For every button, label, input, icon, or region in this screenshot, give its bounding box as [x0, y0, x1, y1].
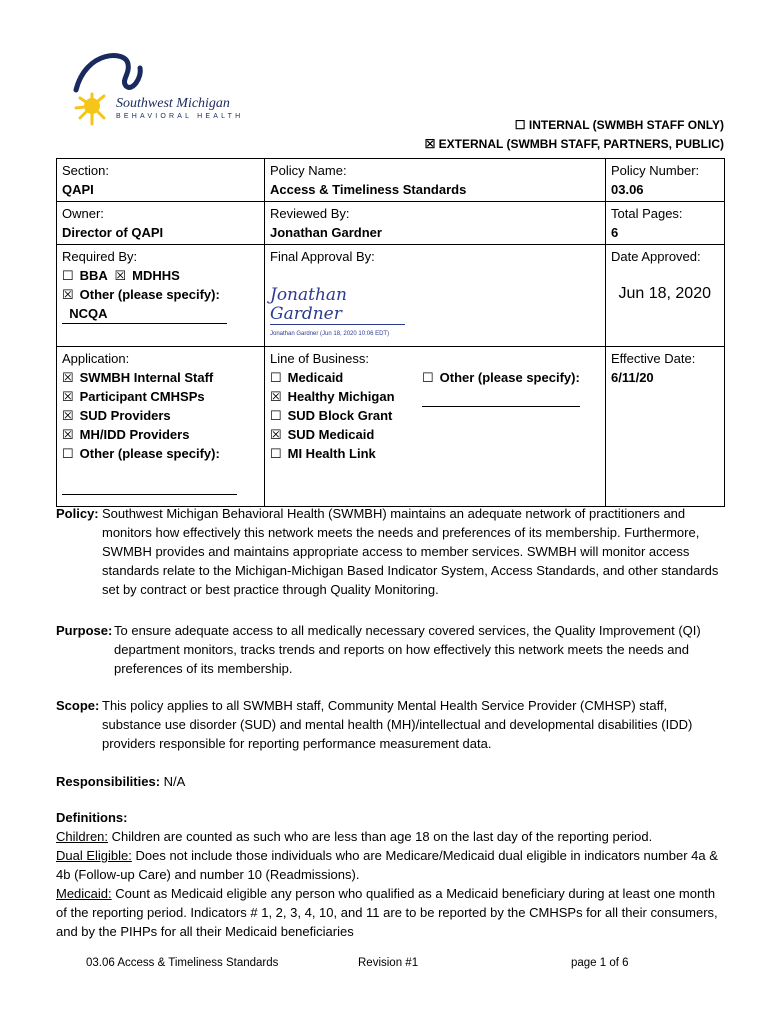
lob-item-label: MI Health Link: [287, 446, 376, 461]
policy-number-cell: [606, 159, 725, 202]
req-bba-label: BBA: [79, 268, 108, 283]
app-item: [62, 368, 259, 387]
required-cell: [57, 245, 265, 347]
medicaid-term: Medicaid:: [56, 886, 112, 901]
checkbox-checked-icon[interactable]: ☒: [62, 370, 74, 385]
policy-number-label: Policy Number:: [611, 163, 700, 178]
date-approved-label: Date Approved:: [611, 249, 701, 264]
checkbox-unchecked-icon[interactable]: ☐: [270, 408, 282, 423]
definitions-heading: Definitions:: [56, 810, 128, 825]
responsibilities-section: [56, 772, 726, 791]
app-item: [62, 444, 259, 463]
lob-item-label: SUD Block Grant: [287, 408, 393, 423]
distribution-external: ☒ EXTERNAL (SWMBH STAFF, PARTNERS, PUBLIC): [424, 137, 724, 151]
app-item: [62, 406, 259, 425]
app-item-label: Other (please specify):: [79, 446, 220, 461]
logo-subtitle: BEHAVIORAL HEALTH: [116, 113, 244, 120]
lob-other: [422, 368, 580, 387]
dual-text: Does not include those individuals who are Medicare/Medicaid dual eligible in indicators number 4a & 4b (Follow-up Care) and number 10 (Readmissions).: [56, 848, 718, 882]
app-item-label: SUD Providers: [79, 408, 171, 423]
dual-term: Dual Eligible:: [56, 848, 132, 863]
lob-item: [270, 425, 422, 444]
definition-medicaid: [56, 884, 726, 941]
policy-number-value: 03.06: [611, 182, 644, 197]
app-item-label: Participant CMHSPs: [79, 389, 205, 404]
scope-heading: Scope:: [56, 698, 100, 713]
checkbox-checked-icon[interactable]: ☒: [114, 268, 127, 283]
signature[interactable]: Jonathan Gardner: [270, 286, 405, 325]
children-term: Children:: [56, 829, 109, 844]
date-approved-cell: [606, 245, 725, 347]
effective-value: 6/11/20: [611, 370, 654, 385]
lob-item: [270, 406, 422, 425]
pages-label: Total Pages:: [611, 206, 683, 221]
lob-item-label: Medicaid: [287, 370, 344, 385]
section-cell: [57, 159, 265, 202]
checkbox-unchecked-icon[interactable]: ☐: [422, 370, 434, 385]
checkbox-checked-icon[interactable]: ☒: [270, 389, 282, 404]
required-other: [62, 285, 259, 304]
app-other-line: [62, 463, 259, 495]
logo-name: Southwest Michigan: [116, 96, 230, 111]
policy-name-value: Access & Timeliness Standards: [270, 182, 467, 197]
line-label: Line of Business:: [270, 351, 370, 366]
reviewed-value: Jonathan Gardner: [270, 225, 382, 240]
effective-cell: [606, 347, 725, 507]
reviewed-cell: [265, 202, 606, 245]
distribution-internal: ☐ INTERNAL (SWMBH STAFF ONLY): [514, 118, 724, 132]
required-label: Required By:: [62, 249, 138, 264]
app-item-label: SWMBH Internal Staff: [79, 370, 214, 385]
req-other-label: Other (please specify):: [79, 287, 220, 302]
checkbox-checked-icon[interactable]: ☒: [62, 408, 74, 423]
checkbox-unchecked-icon[interactable]: ☐: [270, 446, 282, 461]
purpose-text: To ensure adequate access to all medically necessary covered services, the Quality Improvement (QI) department monitors, tracks trends and reports on how effectively this network meets the needs and preferences of its membership.: [114, 623, 701, 676]
lob-other-line: [422, 387, 580, 407]
date-approved-value: Jun 18, 2020: [618, 285, 711, 302]
effective-label: Effective Date:: [611, 351, 696, 366]
definition-children: [56, 827, 726, 846]
app-item-label: MH/IDD Providers: [79, 427, 190, 442]
purpose-heading: Purpose:: [56, 623, 113, 638]
checkbox-unchecked-icon[interactable]: ☐: [62, 268, 74, 283]
lob-item-label: Healthy Michigan: [287, 389, 395, 404]
signature-stamp: Jonathan Gardner (Jun 18, 2020 10:06 EDT): [270, 331, 390, 337]
checkbox-checked-icon[interactable]: ☒: [270, 427, 282, 442]
pages-cell: [606, 202, 725, 245]
application-label: Application:: [62, 351, 130, 366]
responsibilities-heading: Responsibilities:: [56, 774, 161, 789]
application-cell: [57, 347, 265, 507]
app-item: [62, 425, 259, 444]
req-mdhhs-label: MDHHS: [132, 268, 180, 283]
scope-text: This policy applies to all SWMBH staff, Community Mental Health Service Provider (CMHSP) staff, substance use disorder (SUD) and mental health (MH)/intellectual and developmental disabilities (IDD) providers responsible for reporting performance measurement data.: [102, 698, 693, 751]
checkbox-checked-icon[interactable]: ☒: [62, 287, 74, 302]
required-options: [62, 266, 259, 285]
definition-dual: [56, 846, 726, 884]
policy-name-label: Policy Name:: [270, 163, 347, 178]
checkbox-checked-icon[interactable]: ☒: [62, 427, 74, 442]
required-other-line: [62, 304, 259, 324]
purpose-section: [56, 621, 726, 678]
checkbox-unchecked-icon[interactable]: ☐: [62, 446, 74, 461]
footer-doc: 03.06 Access & Timeliness Standards: [86, 957, 279, 969]
section-value: QAPI: [62, 182, 94, 197]
medicaid-text: Count as Medicaid eligible any person who qualified as a Medicaid beneficiary during at least one month of the reporting period. Indicators # 1, 2, 3, 4, 10, and 11 are to be reported by the CMHSPs for all their consumers, and by the PIHPs for all their Medicaid beneficiaries: [56, 886, 718, 939]
checkbox-unchecked-icon[interactable]: ☐: [270, 370, 282, 385]
definitions-section: [56, 808, 726, 941]
lob-item: [270, 444, 422, 463]
section-label: Section:: [62, 163, 109, 178]
children-text: Children are counted as such who are less than age 18 on the last day of the reporting period.: [108, 829, 653, 844]
lob-item: [270, 368, 422, 387]
req-other-value: NCQA: [69, 306, 108, 321]
policy-section: [56, 504, 726, 599]
checkbox-checked-icon[interactable]: ☒: [62, 389, 74, 404]
owner-label: Owner:: [62, 206, 104, 221]
lob-item: [270, 387, 422, 406]
policy-name-cell: [265, 159, 606, 202]
lob-other-label: Other (please specify):: [439, 370, 580, 385]
policy-info-table: [56, 158, 725, 507]
approval-label: Final Approval By:: [270, 249, 375, 264]
policy-heading: Policy:: [56, 506, 99, 521]
line-of-business-cell: [265, 347, 606, 507]
responsibilities-text: N/A: [163, 774, 186, 789]
scope-section: [56, 696, 726, 753]
owner-cell: [57, 202, 265, 245]
footer-revision: Revision #1: [358, 957, 419, 969]
reviewed-label: Reviewed By:: [270, 206, 350, 221]
app-item: [62, 387, 259, 406]
owner-value: Director of QAPI: [62, 225, 164, 240]
lob-item-label: SUD Medicaid: [287, 427, 375, 442]
footer-page: page 1 of 6: [571, 957, 629, 969]
approval-cell: [265, 245, 606, 347]
pages-value: 6: [611, 225, 619, 240]
policy-text: Southwest Michigan Behavioral Health (SWMBH) maintains an adequate network of practitioners and monitors how effectively this network meets the needs and preferences of its membership. Furthermore, SWMBH provides and maintains appropriate access to member services. SWMBH will monitor access standards relate to the Michigan-Michigan Based Indicator System, Access Standards, and other standards set by contract or best practice through Quality Monitoring.: [102, 506, 719, 597]
